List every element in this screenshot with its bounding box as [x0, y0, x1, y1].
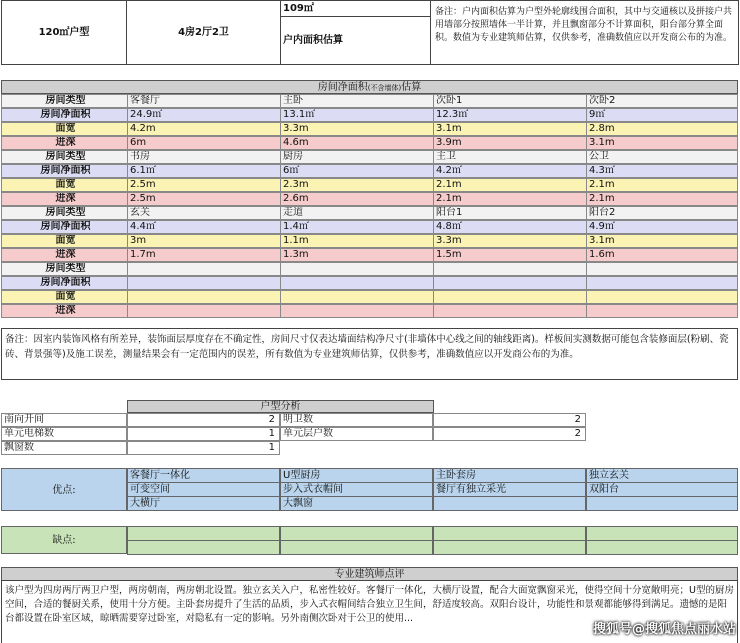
net-area-title: 房间净面积: [317, 82, 368, 93]
net-area-title-suffix: 估算: [401, 82, 422, 93]
pros-item: 双阳台: [586, 482, 738, 497]
row-label-area: 房间净面积: [1, 220, 127, 234]
empty-cell: [586, 290, 738, 304]
cell-area: 4.4㎡: [127, 220, 280, 234]
row-label-width: 面宽: [1, 234, 127, 248]
empty-row-label: 房间净面积: [1, 276, 127, 290]
cell-depth: 2.1m: [433, 192, 586, 206]
cell-width: 2.1m: [433, 178, 586, 192]
empty-cell: [280, 276, 433, 290]
empty-row-label: 进深: [1, 304, 127, 318]
analysis-value: 1: [127, 427, 280, 441]
cell-depth: 1.5m: [433, 248, 586, 262]
cell-width: 2.1m: [586, 178, 738, 192]
cell-width: 1.1m: [280, 234, 433, 248]
analysis-value: 2: [433, 413, 586, 427]
analysis-key: 南向开间: [1, 413, 127, 427]
cons-item: [586, 540, 738, 555]
cons-item: [127, 540, 280, 555]
analysis-title: 户型分析: [260, 401, 301, 412]
cell-depth: 2.6m: [280, 192, 433, 206]
analysis-value: 2: [127, 413, 280, 427]
cell-type: 公卫: [586, 150, 738, 164]
review-title: 专业建筑师点评: [334, 569, 405, 580]
pros-item: [586, 496, 738, 511]
row-label-width: 面宽: [1, 178, 127, 192]
empty-cell: [127, 304, 280, 318]
cell-area: 1.4㎡: [280, 220, 433, 234]
review-text: 该户型为四房两厅两卫户型，两房朝南，两房朝北设置。独立玄关入户，私密性较好。客餐厅一体化，大横厅设置，配合大面宽飘窗采光，使得空间十分宽敞明亮；U型的厨房空间，合适的餐厨关系，使用十分方便。主卧套房提升了生活的品质，步入式衣帽间结合独立卫生间，舒适度较高。双阳台设计，功能性和景观都能够得到满足。遗憾的是阳台都设置在卧室区域，晾晒需要穿过卧室，对隐私有一定的影响。另外南侧次卧对于公卫的使用...: [5, 585, 734, 624]
cons-item: [280, 526, 433, 541]
pros-item: 客餐厅一体化: [127, 468, 280, 483]
cell-area: 6㎡: [280, 164, 433, 178]
pros-item: 大飘窗: [280, 496, 433, 511]
pros-item: 独立玄关: [586, 468, 738, 483]
empty-cell: [280, 290, 433, 304]
disclaimer: [1, 328, 738, 380]
cell-depth: 1.3m: [280, 248, 433, 262]
pros-label: 优点:: [1, 468, 127, 511]
empty-cell: [586, 262, 738, 276]
cell-area: 4.9㎡: [586, 220, 738, 234]
analysis-key: 单元电梯数: [1, 427, 127, 441]
cell-area: 9㎡: [586, 108, 738, 122]
empty-cell: [433, 276, 586, 290]
cell-type: 阳台1: [433, 206, 586, 220]
header-note-text: 备注：户内面积估算为户型外轮廓线围合面积，其中与交通核以及拼接户共用墙部分按照墙体一半计算，并且飘窗部分不计算面积，阳台部分算全面积。数值为专业建筑师估算，仅供参考，准确数值应以开发商公布的为准。: [435, 7, 733, 43]
cell-depth: 3.1m: [586, 136, 738, 150]
watermark: [566, 618, 736, 637]
empty-cell: [433, 262, 586, 276]
cell-area: 4.2㎡: [433, 164, 586, 178]
analysis-key: 明卫数: [280, 413, 433, 427]
disclaimer-text: 备注：因室内装饰风格有所差异，装饰面层厚度存在不确定性，房间尺寸仅表达墙面结构净尺寸(非墙体中心线之间的轴线距离)。样板间实测数据可能包含装修面层(粉刷、瓷砖、背景强等)及施工误差，测量结果会有一定范围内的误差，所有数值为专业建筑师估算，仅供参考，准确数值应以开发商公布的为准。: [5, 334, 729, 360]
pros-item: 大横厅: [127, 496, 280, 511]
pros-item: 主卧套房: [433, 468, 586, 483]
cell-width: 3.3m: [280, 122, 433, 136]
area-value: 109㎡: [283, 3, 314, 14]
cell-type: 书房: [127, 150, 280, 164]
unit-type-cell: [1, 0, 127, 65]
cell-width: 2.5m: [127, 178, 280, 192]
empty-cell: [127, 276, 280, 290]
cell-type: 厨房: [280, 150, 433, 164]
cell-type: 次卧1: [433, 94, 586, 108]
cell-depth: 2.5m: [127, 192, 280, 206]
empty-row-label: 房间类型: [1, 262, 127, 276]
cell-depth: 2.1m: [586, 192, 738, 206]
cell-depth: 1.6m: [586, 248, 738, 262]
header-note: [430, 0, 739, 65]
row-label-width: 面宽: [1, 122, 127, 136]
analysis-key: 飘窗数: [1, 441, 127, 455]
pros-item: 可变空间: [127, 482, 280, 497]
cell-type: 次卧2: [586, 94, 738, 108]
layout-text: 4房2厅2卫: [178, 27, 229, 38]
analysis-title-bar: [127, 400, 434, 413]
cons-item: [280, 540, 433, 555]
watermark-text: 搜狐号@搜狐焦点丽水站: [592, 622, 736, 637]
net-area-title-bar: [1, 80, 738, 94]
cons-item: [586, 526, 738, 541]
review-title-bar: [1, 567, 738, 581]
pros-item: 步入式衣帽间: [280, 482, 433, 497]
area-value-cell: [280, 0, 431, 17]
empty-row-label: 面宽: [1, 290, 127, 304]
cons-item: [433, 526, 586, 541]
cons-item: [127, 526, 280, 541]
cell-width: 3.1m: [586, 234, 738, 248]
empty-cell: [127, 290, 280, 304]
row-label-depth: 进深: [1, 136, 127, 150]
analysis-value: 1: [127, 441, 280, 455]
empty-cell: [280, 262, 433, 276]
area-label-cell: [280, 16, 431, 65]
cell-width: 3.1m: [433, 122, 586, 136]
cell-width: 3m: [127, 234, 280, 248]
cell-depth: 4.6m: [280, 136, 433, 150]
pros-item: 餐厅有独立采光: [433, 482, 586, 497]
analysis-key: 单元层户数: [280, 427, 433, 441]
cell-depth: 1.7m: [127, 248, 280, 262]
cell-type: 主卧: [280, 94, 433, 108]
cell-width: 2.8m: [586, 122, 738, 136]
empty-cell: [433, 290, 586, 304]
layout-cell: [126, 0, 281, 65]
cons-label: 缺点:: [1, 526, 127, 554]
cell-area: 6.1㎡: [127, 164, 280, 178]
cell-type: 玄关: [127, 206, 280, 220]
cons-item: [433, 540, 586, 555]
cell-area: 4.8㎡: [433, 220, 586, 234]
cell-type: 客餐厅: [127, 94, 280, 108]
row-label-type: 房间类型: [1, 150, 127, 164]
row-label-area: 房间净面积: [1, 108, 127, 122]
cell-area: 13.1㎡: [280, 108, 433, 122]
unit-type-text: 120㎡户型: [38, 27, 90, 38]
row-label-type: 房间类型: [1, 94, 127, 108]
cell-width: 3.3m: [433, 234, 586, 248]
cell-type: 阳台2: [586, 206, 738, 220]
cell-width: 2.3m: [280, 178, 433, 192]
row-label-type: 房间类型: [1, 206, 127, 220]
cell-depth: 6m: [127, 136, 280, 150]
empty-cell: [433, 304, 586, 318]
cell-type: 主卫: [433, 150, 586, 164]
row-label-depth: 进深: [1, 192, 127, 206]
cell-area: 24.9㎡: [127, 108, 280, 122]
empty-cell: [127, 262, 280, 276]
cell-depth: 3.9m: [433, 136, 586, 150]
cell-width: 4.2m: [127, 122, 280, 136]
pros-item: [433, 496, 586, 511]
empty-cell: [586, 304, 738, 318]
cell-area: 4.3㎡: [586, 164, 738, 178]
empty-cell: [280, 304, 433, 318]
cell-type: 走道: [280, 206, 433, 220]
cell-area: 12.3㎡: [433, 108, 586, 122]
row-label-depth: 进深: [1, 248, 127, 262]
analysis-value: 2: [433, 427, 586, 441]
area-label: 户内面积估算: [283, 35, 343, 46]
pros-item: U型厨房: [280, 468, 433, 483]
net-area-title-small: (不含墙体): [367, 84, 402, 92]
row-label-area: 房间净面积: [1, 164, 127, 178]
empty-cell: [586, 276, 738, 290]
